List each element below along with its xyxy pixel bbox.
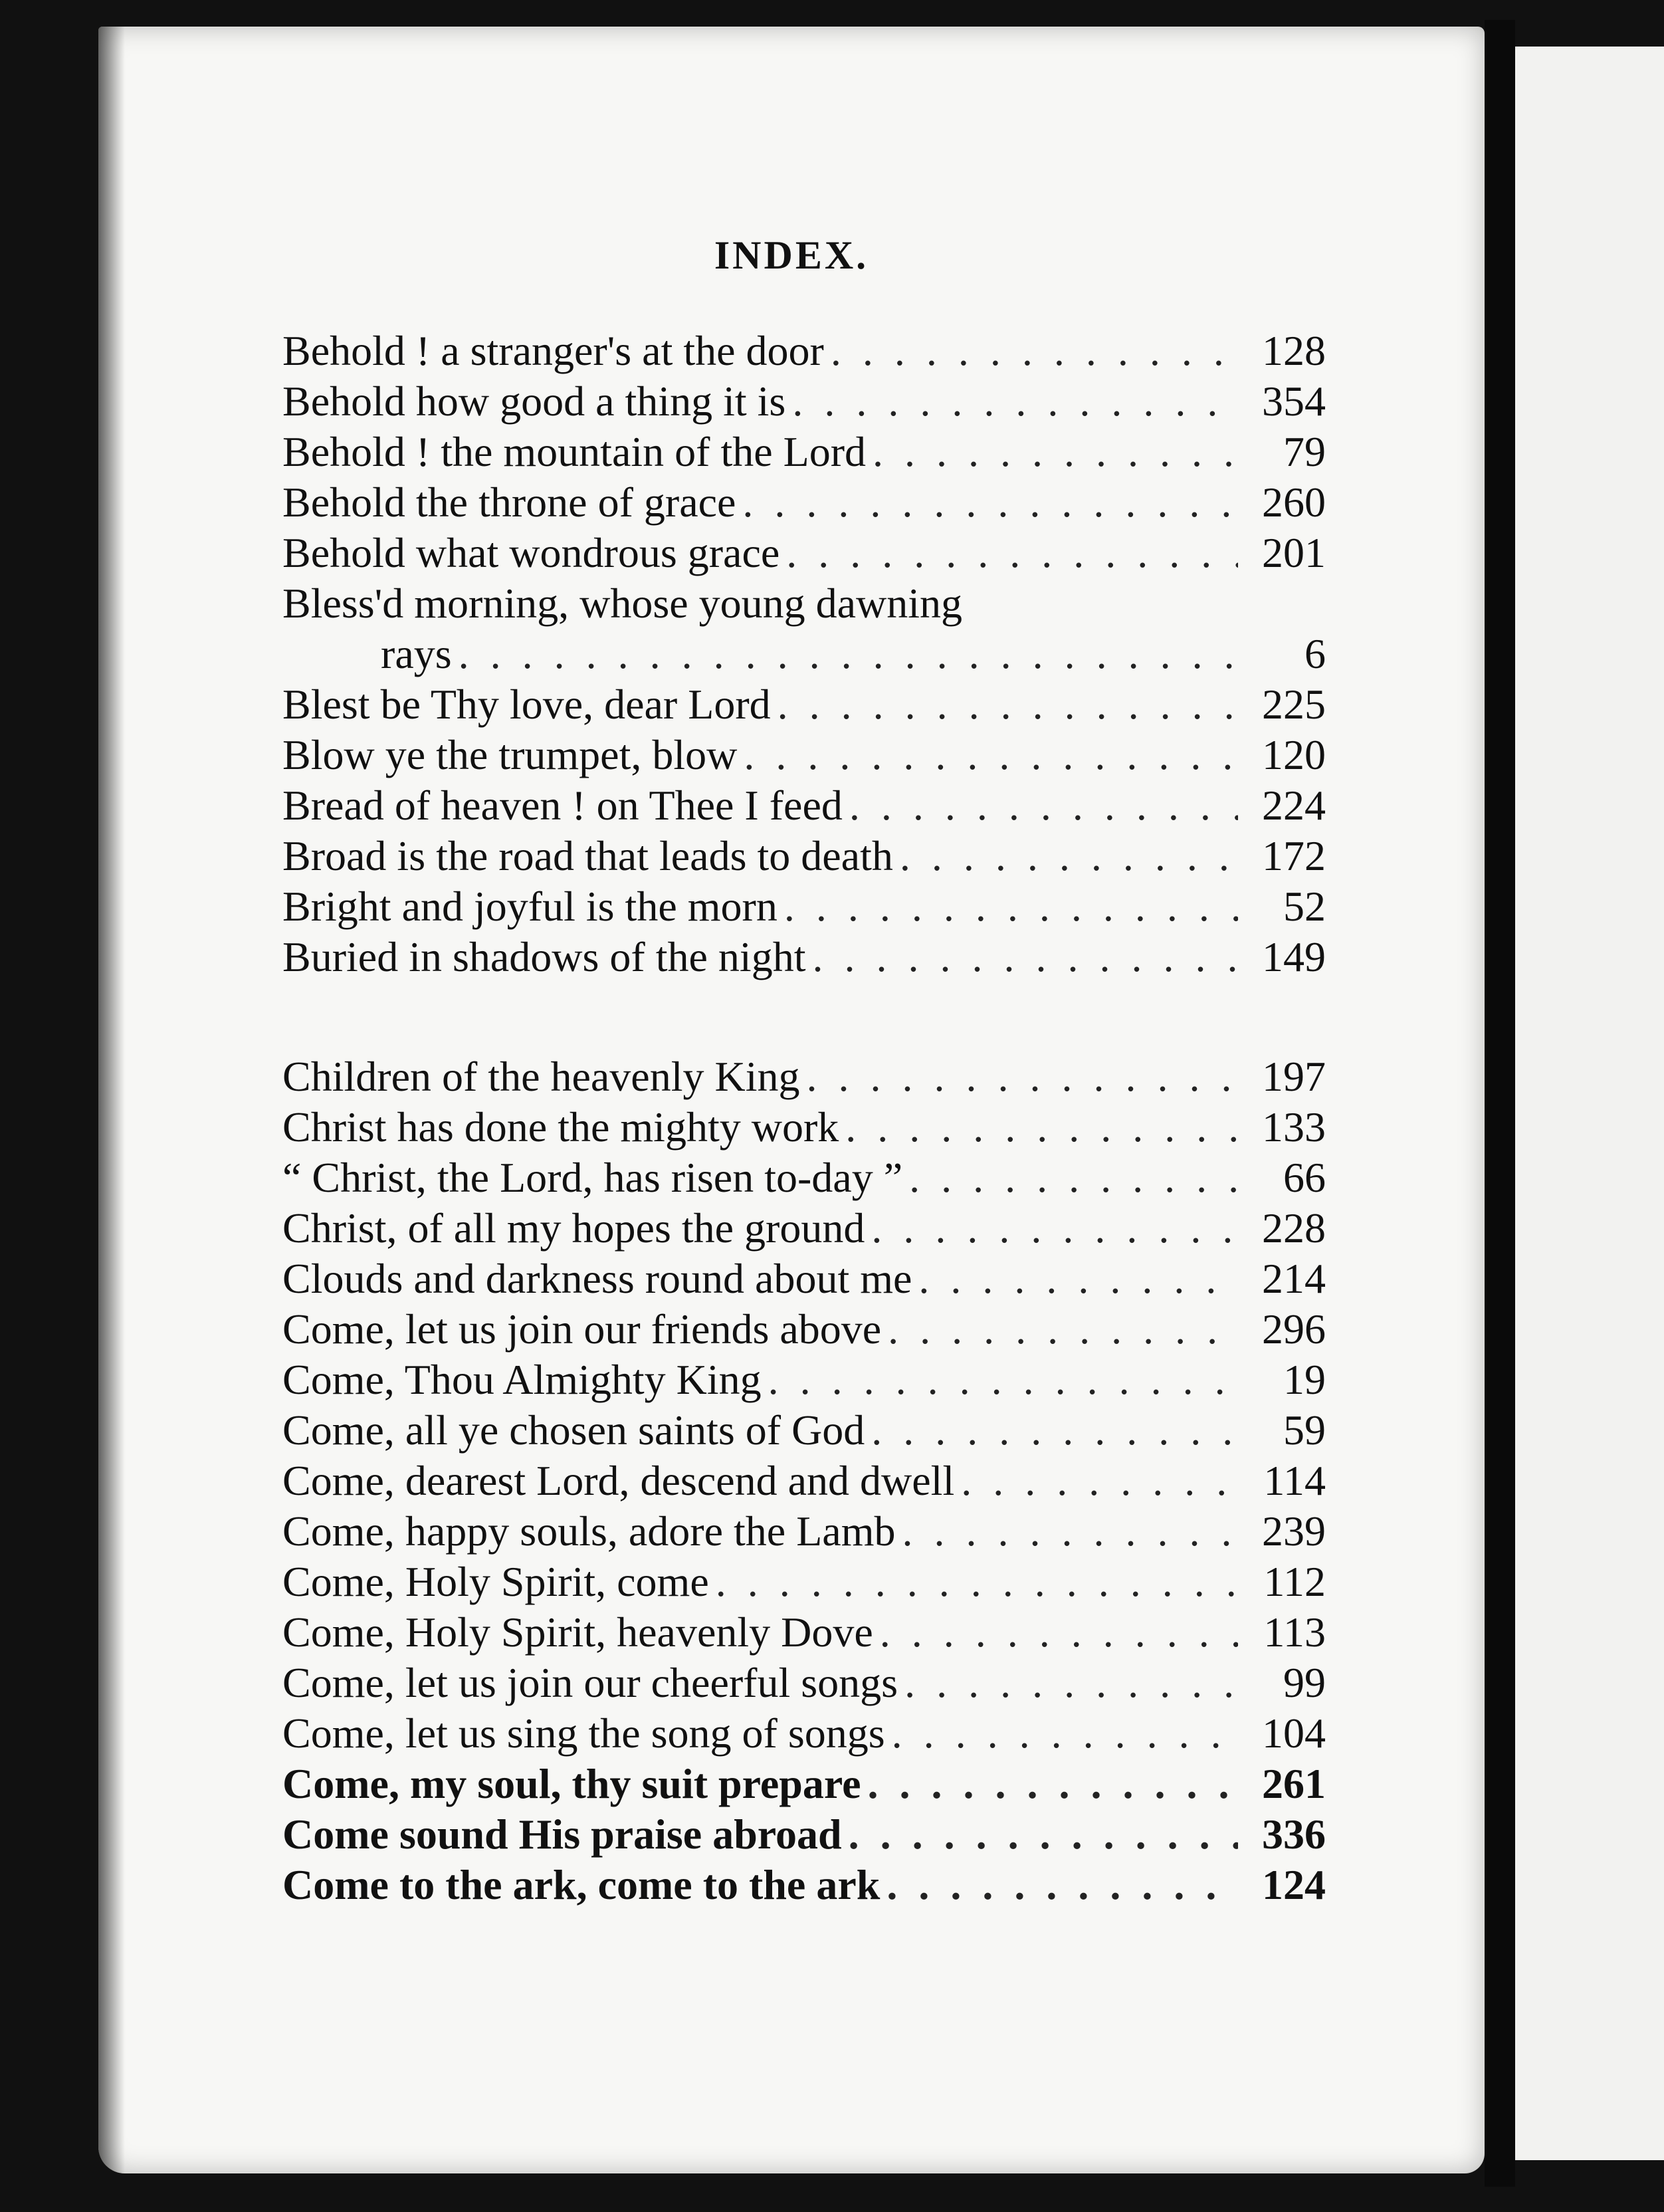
entry-page-number: 59: [1283, 1406, 1326, 1454]
index-entry: [282, 1102, 1326, 1153]
entry-title: Come, Holy Spirit, heavenly Dove: [282, 1608, 873, 1656]
entry-title: Come, Thou Almighty King: [282, 1356, 762, 1403]
index-entry: [282, 932, 1326, 982]
entry-title: Bright and joyful is the morn: [282, 883, 778, 930]
index-entry: [282, 1506, 1326, 1557]
dot-leader: [871, 1405, 1238, 1456]
entry-title: Come, Holy Spirit, come: [282, 1558, 709, 1605]
dot-leader: [459, 629, 1238, 679]
entry-title: Come, let us sing the song of songs: [282, 1710, 885, 1757]
index-entry: [282, 326, 1326, 376]
dot-leader: [868, 1759, 1238, 1809]
entry-page-number: 133: [1262, 1103, 1326, 1151]
dot-leader: [904, 1658, 1238, 1708]
entry-title: Clouds and darkness round about me: [282, 1255, 912, 1302]
entry-page-number: 201: [1262, 529, 1326, 576]
entry-title: Bless'd morning, whose young dawning: [282, 580, 963, 627]
index-section: [282, 1051, 1326, 1910]
entry-page-number: 214: [1262, 1255, 1326, 1302]
index-entry: [282, 679, 1326, 730]
dot-leader: [888, 1304, 1238, 1355]
entry-title: Come, all ye chosen saints of God: [282, 1406, 865, 1454]
dot-leader: [909, 1153, 1238, 1203]
dot-leader: [831, 326, 1238, 376]
index-entry: [282, 1153, 1326, 1203]
entry-title: Behold ! the mountain of the Lord: [282, 428, 867, 475]
index-entry: [282, 477, 1326, 528]
index-entry: [282, 1203, 1326, 1254]
entry-title-continuation: rays: [381, 630, 452, 677]
index-entry: [282, 1405, 1326, 1456]
entry-title: Broad is the road that leads to death: [282, 832, 893, 879]
entry-page-number: 6: [1304, 630, 1326, 677]
dot-leader: [812, 932, 1238, 982]
dot-leader: [742, 477, 1238, 528]
index-entry: [282, 881, 1326, 932]
entry-page-number: 296: [1262, 1305, 1326, 1353]
entry-page-number: 224: [1262, 782, 1326, 829]
index-entry: [282, 427, 1326, 477]
index-entry: [282, 1456, 1326, 1506]
dot-leader: [892, 1708, 1238, 1759]
dot-leader: [792, 376, 1238, 427]
dot-leader: [849, 780, 1238, 831]
index-entry: [282, 1759, 1326, 1809]
entry-title: Christ, of all my hopes the ground: [282, 1204, 865, 1252]
entry-title: Blest be Thy love, dear Lord: [282, 681, 771, 728]
entry-page-number: 112: [1263, 1558, 1326, 1605]
entry-title: Come, let us join our friends above: [282, 1305, 882, 1353]
entry-page-number: 197: [1262, 1053, 1326, 1100]
dot-leader: [873, 427, 1238, 477]
entry-page-number: 66: [1283, 1154, 1326, 1201]
entry-title: Come to the ark, come to the ark: [282, 1861, 881, 1908]
entry-page-number: 149: [1262, 933, 1326, 980]
dot-leader: [845, 1102, 1238, 1153]
index-entry: [282, 1708, 1326, 1759]
entry-page-number: 128: [1262, 327, 1326, 374]
dot-leader: [918, 1254, 1238, 1304]
book-gutter: [1485, 20, 1515, 2187]
entry-page-number: 104: [1262, 1710, 1326, 1757]
entry-page-number: 239: [1262, 1507, 1326, 1555]
dot-leader: [786, 528, 1238, 578]
dot-leader: [768, 1355, 1238, 1405]
index-section: [282, 326, 1326, 982]
dot-leader: [871, 1203, 1238, 1254]
entry-page-number: 228: [1262, 1204, 1326, 1252]
entry-title: Come, happy souls, adore the Lamb: [282, 1507, 896, 1555]
facing-page-edge: [1515, 47, 1664, 2160]
dot-leader: [784, 881, 1238, 932]
index-entry: [282, 1304, 1326, 1355]
entry-page-number: 114: [1263, 1457, 1326, 1504]
entry-page-number: 124: [1262, 1861, 1326, 1908]
entry-page-number: 79: [1283, 428, 1326, 475]
entry-title: Blow ye the trumpet, blow: [282, 731, 738, 778]
entry-page-number: 260: [1262, 479, 1326, 526]
entry-title: Come, dearest Lord, descend and dwell: [282, 1457, 955, 1504]
page-edge-shadow: [98, 27, 125, 2173]
index-entry: [282, 1809, 1326, 1860]
index-entry-continuation: [282, 629, 1326, 679]
index-entry: [282, 1051, 1326, 1102]
index-entry: [282, 1254, 1326, 1304]
dot-leader: [902, 1506, 1238, 1557]
index-entry: [282, 376, 1326, 427]
entry-page-number: 261: [1262, 1760, 1326, 1807]
index-entry: [282, 1607, 1326, 1658]
index-entry: [282, 1658, 1326, 1708]
index-entry: [282, 1355, 1326, 1405]
entry-page-number: 52: [1283, 883, 1326, 930]
entry-page-number: 113: [1263, 1608, 1326, 1656]
dot-leader: [961, 1456, 1238, 1506]
entry-title: Behold what wondrous grace: [282, 529, 780, 576]
index-entry: [282, 730, 1326, 780]
entry-page-number: 19: [1283, 1356, 1326, 1403]
entry-title: Come, my soul, thy suit prepare: [282, 1760, 861, 1807]
entry-title: “ Christ, the Lord, has risen to-day ”: [282, 1154, 903, 1201]
entry-page-number: 172: [1262, 832, 1326, 879]
dot-leader: [806, 1051, 1238, 1102]
entry-title: Christ has done the mighty work: [282, 1103, 839, 1151]
dot-leader: [744, 730, 1238, 780]
entry-title: Come sound His praise abroad: [282, 1811, 842, 1858]
dot-leader: [886, 1860, 1238, 1910]
entry-title: Behold how good a thing it is: [282, 378, 786, 425]
dot-leader: [880, 1607, 1238, 1658]
entry-title: Behold ! a stranger's at the door: [282, 327, 824, 374]
dot-leader: [716, 1557, 1238, 1607]
entry-page-number: 354: [1262, 378, 1326, 425]
index-entry: [282, 528, 1326, 578]
entry-title: Buried in shadows of the night: [282, 933, 806, 980]
dot-leader: [849, 1809, 1238, 1860]
entry-page-number: 120: [1262, 731, 1326, 778]
index-entry: [282, 780, 1326, 831]
index-entry: [282, 1860, 1326, 1910]
page-title: INDEX.: [714, 233, 869, 277]
entry-title: Bread of heaven ! on Thee I feed: [282, 782, 843, 829]
index-entry: [282, 1557, 1326, 1607]
dot-leader: [778, 679, 1238, 730]
entry-title: Come, let us join our cheerful songs: [282, 1659, 898, 1706]
entry-page-number: 336: [1262, 1811, 1326, 1858]
index-entry: [282, 578, 1326, 629]
entry-page-number: 225: [1262, 681, 1326, 728]
entry-page-number: 99: [1283, 1659, 1326, 1706]
entry-title: Behold the throne of grace: [282, 479, 736, 526]
dot-leader: [900, 831, 1238, 881]
index-entry: [282, 831, 1326, 881]
entry-title: Children of the heavenly King: [282, 1053, 800, 1100]
index-list: [282, 326, 1326, 1910]
